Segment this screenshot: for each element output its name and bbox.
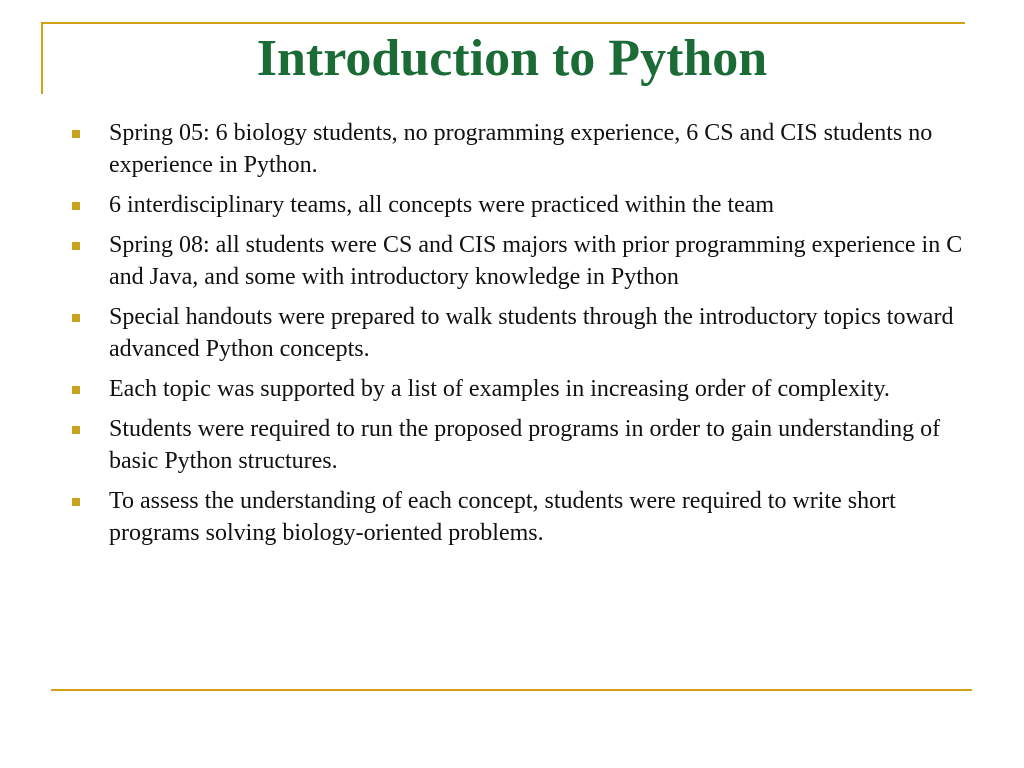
bullet-text: To assess the understanding of each concept, students were required to write short programs solving biology-oriented problems. bbox=[109, 488, 896, 546]
bullet-item bbox=[72, 301, 972, 365]
bullet-item bbox=[72, 485, 972, 549]
bottom-rule-line bbox=[51, 689, 972, 691]
top-rule-line bbox=[41, 22, 965, 24]
bullet-text: Spring 08: all students were CS and CIS majors with prior programming experience in C and Java, and some with introductory knowledge in Python bbox=[109, 232, 963, 290]
bullet-text: Spring 05: 6 biology students, no programming experience, 6 CS and CIS students no experience in Python. bbox=[109, 120, 933, 178]
bullet-item bbox=[72, 413, 972, 477]
bullet-text: Students were required to run the proposed programs in order to gain understanding of basic Python structures. bbox=[109, 416, 941, 474]
square-bullet-icon bbox=[72, 426, 80, 434]
bullet-text: 6 interdisciplinary teams, all concepts were practiced within the team bbox=[109, 192, 775, 218]
square-bullet-icon bbox=[72, 314, 80, 322]
bullet-text: Special handouts were prepared to walk students through the introductory topics toward advanced Python concepts. bbox=[109, 304, 954, 362]
bullet-text: Each topic was supported by a list of examples in increasing order of complexity. bbox=[109, 376, 890, 402]
slide-title: Introduction to Python bbox=[256, 30, 768, 87]
square-bullet-icon bbox=[72, 498, 80, 506]
square-bullet-icon bbox=[72, 386, 80, 394]
bullet-item bbox=[72, 189, 972, 221]
square-bullet-icon bbox=[72, 130, 80, 138]
bullet-item bbox=[72, 373, 972, 405]
bullet-item bbox=[72, 117, 972, 181]
bullet-list bbox=[72, 117, 972, 557]
square-bullet-icon bbox=[72, 202, 80, 210]
square-bullet-icon bbox=[72, 242, 80, 250]
bullet-item bbox=[72, 229, 972, 293]
